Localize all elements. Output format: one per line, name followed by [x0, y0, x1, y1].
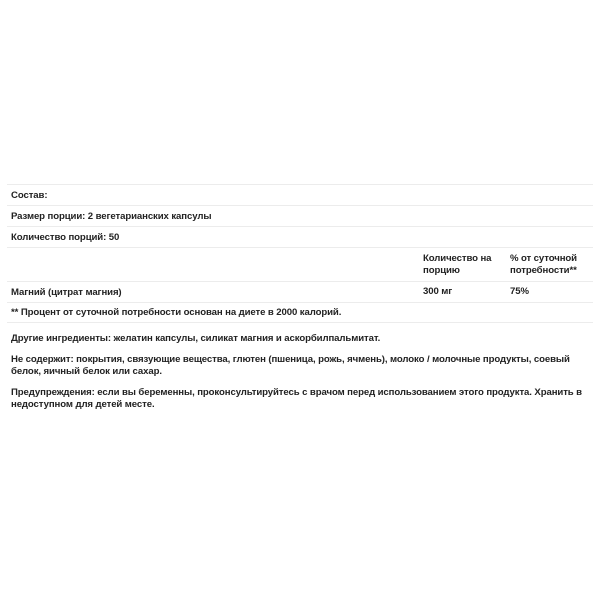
other-ingredients: Другие ингредиенты: желатин капсулы, силикат магния и аскорбилпальмитат. — [11, 333, 381, 344]
product-notes — [11, 333, 591, 420]
nutrient-row — [7, 281, 593, 302]
daily-value-footnote: ** Процент от суточной потребности основан на диете в 2000 калорий. — [11, 307, 342, 318]
serving-size: Размер порции: 2 вегетарианских капсулы — [11, 210, 212, 222]
nutrient-amount: 300 мг — [423, 286, 453, 297]
nutrient-daily-value: 75% — [510, 286, 529, 297]
column-header-amount: Количество на порцию — [423, 252, 492, 276]
servings-per-container: Количество порций: 50 — [11, 231, 120, 243]
facts-title-row — [7, 184, 593, 205]
servings-per-container-row — [7, 226, 593, 247]
column-header-daily-value: % от суточной потребности** — [510, 252, 577, 276]
footnote-row — [7, 302, 593, 323]
column-header-row — [7, 247, 593, 281]
facts-title: Состав: — [11, 189, 48, 201]
supplement-facts-table — [7, 184, 593, 323]
does-not-contain: Не содержит: покрытия, связующие вещества, глютен (пшеница, рожь, ячмень), молоко / молочные продукты, соевый белок, яичный белок или сахар. — [11, 354, 570, 377]
nutrient-name: Магний (цитрат магния) — [11, 286, 122, 298]
warnings: Предупреждения: если вы беременны, проконсультируйтесь с врачом перед использованием этого продукта. Хранить в недоступном для детей месте. — [11, 387, 582, 410]
serving-size-row — [7, 205, 593, 226]
